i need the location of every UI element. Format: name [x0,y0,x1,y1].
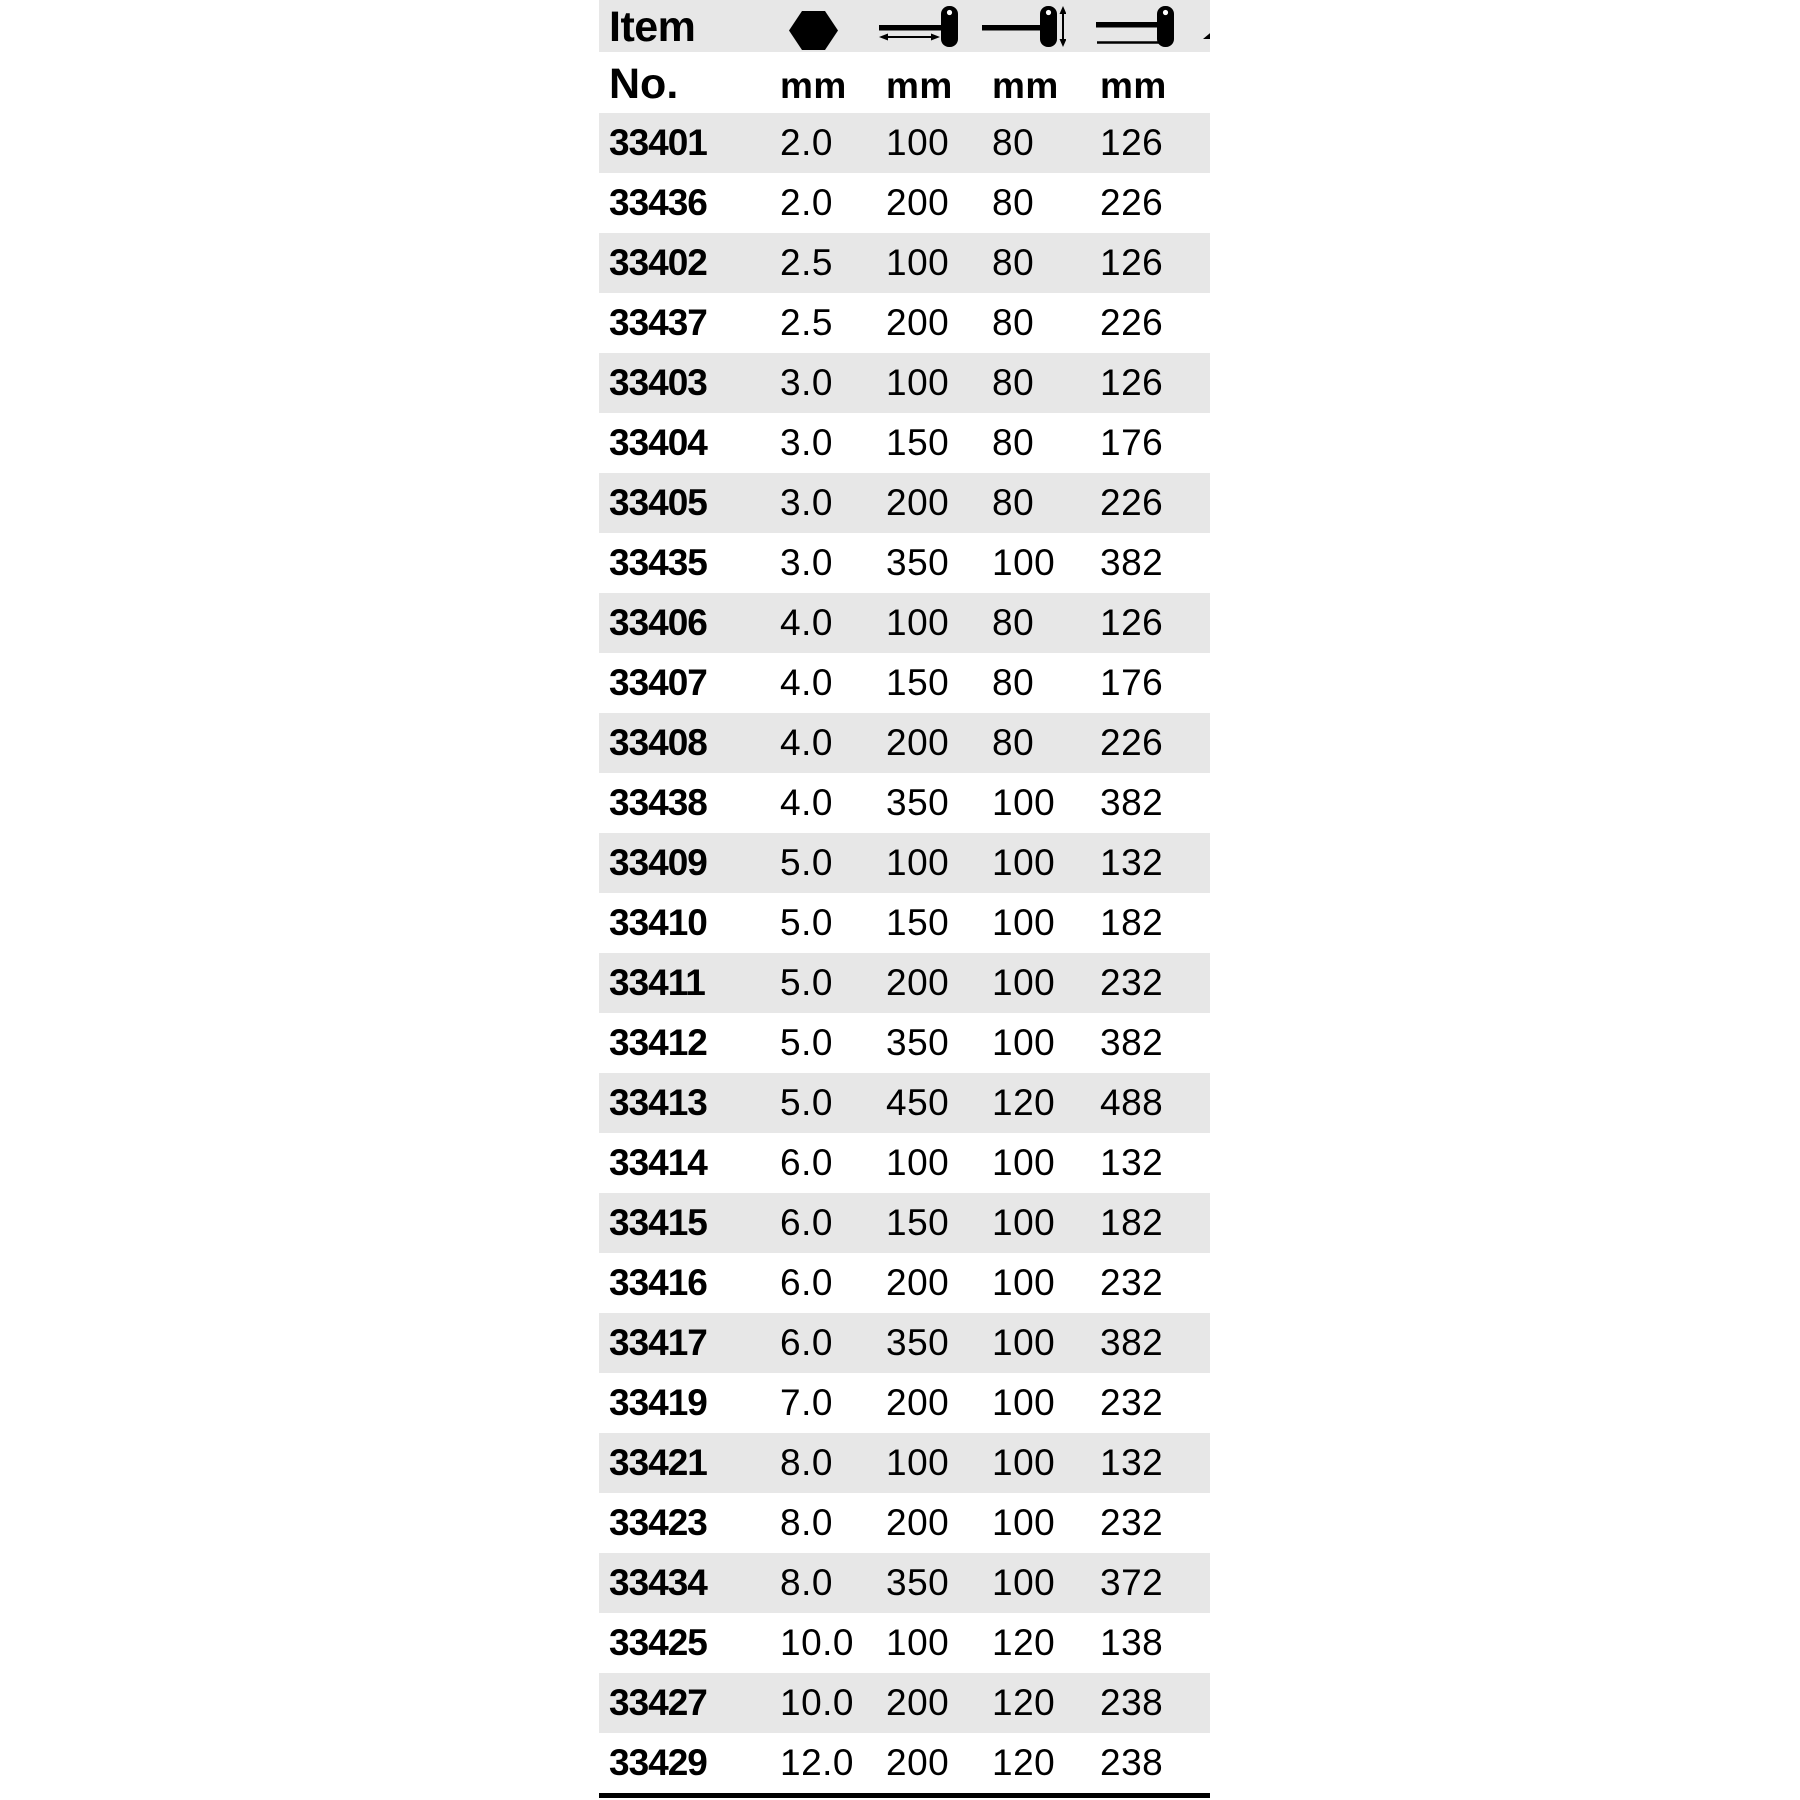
cell-overall-length: 232 [1100,1502,1164,1543]
cell-item-no: 33415 [609,1202,707,1243]
cell-item-no: 33411 [609,962,705,1003]
cell-item-no: 33409 [609,842,707,883]
cell-item-no: 33403 [609,362,707,403]
cell-hex-size: 4.0 [780,602,833,643]
unit-label-hex: mm [780,65,847,106]
cell-overall-length: 138 [1100,1622,1164,1663]
cell-handle-length: 100 [992,1142,1056,1183]
cell-hex-size: 5.0 [780,962,833,1003]
cell-item-no: 33413 [609,1082,707,1123]
table-row [599,1433,1210,1493]
cell-blade-length: 200 [886,1682,950,1723]
cell-item-no: 33414 [609,1142,707,1183]
cell-hex-size: 10.0 [780,1622,855,1663]
cell-handle-length: 100 [992,1022,1056,1063]
cell-blade-length: 200 [886,1502,950,1543]
cell-overall-length: 126 [1100,242,1164,283]
blade-length-icon [879,6,958,52]
cell-hex-size: 5.0 [780,1082,833,1123]
cell-overall-length: 176 [1100,662,1164,703]
table-row [599,773,1210,833]
cell-handle-length: 120 [992,1622,1056,1663]
cell-overall-length: 382 [1100,782,1164,823]
cell-handle-length: 100 [992,782,1056,823]
cell-handle-length: 100 [992,1502,1056,1543]
cell-handle-length: 100 [992,962,1056,1003]
spec-table [599,0,1210,1798]
cell-hex-size: 12.0 [780,1742,855,1783]
cell-item-no: 33417 [609,1322,707,1363]
cell-overall-length: 382 [1100,542,1164,583]
cell-hex-size: 2.0 [780,182,833,223]
cell-hex-size: 8.0 [780,1442,833,1483]
header-item-label-line2: No. [609,60,679,108]
cell-handle-length: 80 [992,482,1035,523]
cell-overall-length: 232 [1100,1262,1164,1303]
table-row [599,1373,1210,1433]
cell-item-no: 33405 [609,482,707,523]
cell-item-no: 33437 [609,302,707,343]
table-body [599,113,1210,1793]
cell-hex-size: 2.0 [780,122,833,163]
cell-item-no: 33425 [609,1622,707,1663]
cell-handle-length: 100 [992,1382,1056,1423]
cell-handle-length: 120 [992,1682,1056,1723]
cell-blade-length: 200 [886,482,950,523]
cell-handle-length: 80 [992,302,1035,343]
cell-hex-size: 8.0 [780,1562,833,1603]
bottom-rule [599,1793,1210,1798]
cell-hex-size: 6.0 [780,1202,833,1243]
cell-blade-length: 200 [886,302,950,343]
cell-blade-length: 200 [886,182,950,223]
cell-handle-length: 80 [992,122,1035,163]
cell-overall-length: 226 [1100,182,1164,223]
cell-item-no: 33407 [609,662,707,703]
cell-item-no: 33401 [609,122,707,163]
cell-blade-length: 200 [886,1382,950,1423]
cell-handle-length: 100 [992,1202,1056,1243]
cell-blade-length: 150 [886,662,950,703]
cell-hex-size: 3.0 [780,482,833,523]
cell-handle-length: 120 [992,1742,1056,1783]
cell-blade-length: 100 [886,1442,950,1483]
cell-overall-length: 382 [1100,1022,1164,1063]
table-row [599,413,1210,473]
cell-overall-length: 488 [1100,1082,1164,1123]
cell-handle-length: 100 [992,1562,1056,1603]
cell-overall-length: 226 [1100,302,1164,343]
header-item-label-line1: Item [609,3,696,51]
cell-hex-size: 3.0 [780,362,833,403]
cell-handle-length: 80 [992,602,1035,643]
table-row [599,1493,1210,1553]
table-row [599,1013,1210,1073]
cell-overall-length: 132 [1100,1442,1164,1483]
cell-overall-length: 176 [1100,422,1164,463]
table-row [599,293,1210,353]
hex-size-icon [789,11,838,52]
overall-length-icon [1096,6,1174,52]
cell-blade-length: 100 [886,242,950,283]
cell-blade-length: 100 [886,362,950,403]
cell-overall-length: 382 [1100,1322,1164,1363]
cell-overall-length: 238 [1100,1742,1164,1783]
cell-blade-length: 200 [886,1742,950,1783]
cell-handle-length: 80 [992,182,1035,223]
cell-overall-length: 132 [1100,1142,1164,1183]
cell-overall-length: 372 [1100,1562,1164,1603]
cell-item-no: 33435 [609,542,707,583]
cell-blade-length: 100 [886,1142,950,1183]
cell-blade-length: 100 [886,602,950,643]
handle-length-icon [982,6,1066,52]
cell-blade-length: 100 [886,842,950,883]
cell-hex-size: 6.0 [780,1322,833,1363]
cell-hex-size: 6.0 [780,1262,833,1303]
cell-overall-length: 232 [1100,1382,1164,1423]
table-header-unit-row [599,52,1210,113]
cell-item-no: 33436 [609,182,707,223]
cell-handle-length: 80 [992,242,1035,283]
cell-hex-size: 4.0 [780,722,833,763]
table-row [599,1073,1210,1133]
table-row [599,653,1210,713]
cell-blade-length: 450 [886,1082,950,1123]
table-row [599,1553,1210,1613]
table-header-icon-row [599,0,1210,52]
cell-overall-length: 126 [1100,362,1164,403]
cell-blade-length: 150 [886,902,950,943]
table-row [599,113,1210,173]
table-row [599,233,1210,293]
cell-handle-length: 100 [992,1262,1056,1303]
cell-overall-length: 238 [1100,1682,1164,1723]
cell-hex-size: 3.0 [780,542,833,583]
cell-blade-length: 350 [886,1022,950,1063]
cell-handle-length: 120 [992,1082,1056,1123]
cell-overall-length: 126 [1100,122,1164,163]
table-row [599,593,1210,653]
cell-hex-size: 8.0 [780,1502,833,1543]
table-row [599,353,1210,413]
cell-handle-length: 100 [992,1322,1056,1363]
cell-item-no: 33404 [609,422,707,463]
table-row [599,473,1210,533]
cell-item-no: 33421 [609,1442,707,1483]
table-row [599,1193,1210,1253]
cell-item-no: 33427 [609,1682,707,1723]
cell-overall-length: 182 [1100,1202,1164,1243]
cell-blade-length: 100 [886,122,950,163]
unit-label-overall: mm [1100,65,1167,106]
cell-item-no: 33406 [609,602,707,643]
cell-handle-length: 100 [992,1442,1056,1483]
clipped-partial-icon [1203,26,1210,44]
cell-blade-length: 350 [886,542,950,583]
table-row [599,833,1210,893]
cell-item-no: 33412 [609,1022,707,1063]
table-row [599,1253,1210,1313]
cell-overall-length: 126 [1100,602,1164,643]
cell-blade-length: 350 [886,1562,950,1603]
cell-blade-length: 200 [886,1262,950,1303]
cell-item-no: 33438 [609,782,707,823]
cell-item-no: 33434 [609,1562,707,1603]
cell-item-no: 33402 [609,242,707,283]
table-row [599,1733,1210,1793]
table-row [599,713,1210,773]
cell-hex-size: 6.0 [780,1142,833,1183]
cell-item-no: 33416 [609,1262,707,1303]
cell-handle-length: 80 [992,422,1035,463]
table-row [599,893,1210,953]
cell-handle-length: 100 [992,902,1056,943]
cell-hex-size: 5.0 [780,1022,833,1063]
table-row [599,173,1210,233]
cell-handle-length: 100 [992,842,1056,883]
cell-hex-size: 4.0 [780,662,833,703]
cell-hex-size: 2.5 [780,302,833,343]
cell-blade-length: 150 [886,422,950,463]
cell-hex-size: 7.0 [780,1382,833,1423]
table-row [599,1133,1210,1193]
cell-item-no: 33419 [609,1382,707,1423]
cell-blade-length: 100 [886,1622,950,1663]
cell-blade-length: 200 [886,722,950,763]
cell-handle-length: 80 [992,362,1035,403]
unit-label-blade: mm [886,65,953,106]
cell-item-no: 33423 [609,1502,707,1543]
cell-item-no: 33408 [609,722,707,763]
cell-handle-length: 100 [992,542,1056,583]
cell-hex-size: 10.0 [780,1682,855,1723]
table-row [599,1613,1210,1673]
cell-hex-size: 5.0 [780,842,833,883]
cell-hex-size: 4.0 [780,782,833,823]
cell-blade-length: 350 [886,1322,950,1363]
table-row [599,1313,1210,1373]
cell-blade-length: 200 [886,962,950,1003]
table-row [599,1673,1210,1733]
unit-label-handle: mm [992,65,1059,106]
cell-overall-length: 226 [1100,722,1164,763]
cell-hex-size: 3.0 [780,422,833,463]
cell-hex-size: 5.0 [780,902,833,943]
table-row [599,953,1210,1013]
cell-overall-length: 232 [1100,962,1164,1003]
cell-overall-length: 132 [1100,842,1164,883]
table-row [599,533,1210,593]
cell-item-no: 33410 [609,902,707,943]
cell-handle-length: 80 [992,662,1035,703]
cell-blade-length: 350 [886,782,950,823]
cell-hex-size: 2.5 [780,242,833,283]
cell-blade-length: 150 [886,1202,950,1243]
cell-handle-length: 80 [992,722,1035,763]
cell-item-no: 33429 [609,1742,707,1783]
cell-overall-length: 182 [1100,902,1164,943]
cell-overall-length: 226 [1100,482,1164,523]
